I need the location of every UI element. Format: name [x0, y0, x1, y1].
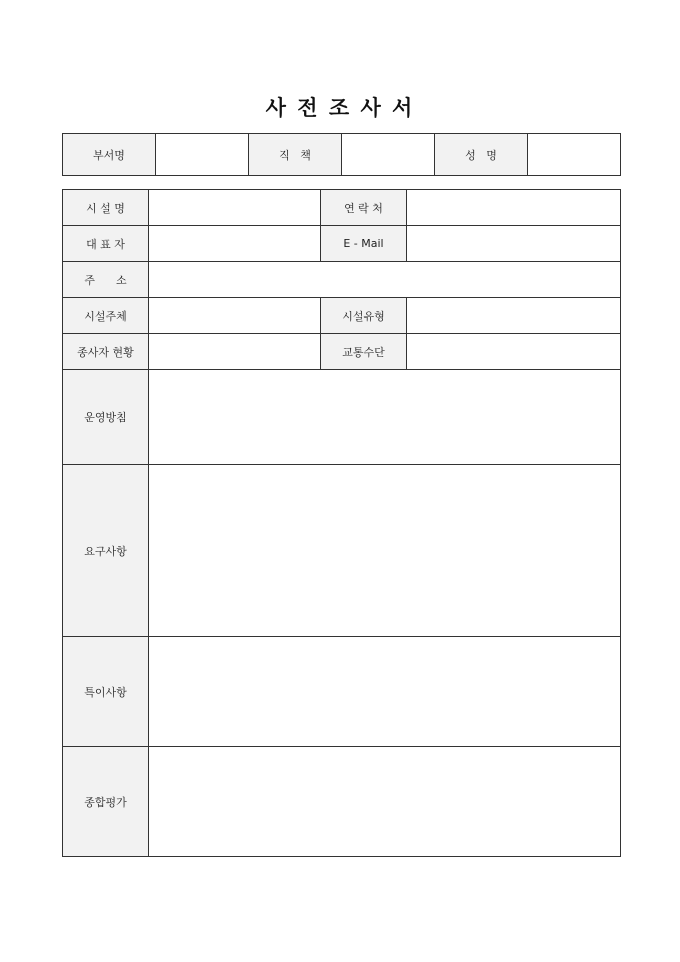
name-label: 성 명: [435, 134, 528, 176]
requirements-field[interactable]: [149, 465, 621, 637]
requirements-label: 요구사항: [63, 465, 149, 637]
department-field[interactable]: [156, 134, 249, 176]
facility-survey-table: [62, 189, 621, 857]
special-notes-field[interactable]: [149, 637, 621, 747]
requester-info-table: [62, 133, 621, 176]
email-field[interactable]: [407, 226, 621, 262]
representative-label: 대 표 자: [63, 226, 149, 262]
address-label: 주 소: [63, 262, 149, 298]
position-field[interactable]: [342, 134, 435, 176]
facility-type-field[interactable]: [407, 298, 621, 334]
operator-field[interactable]: [149, 298, 321, 334]
address-field[interactable]: [149, 262, 621, 298]
name-field[interactable]: [528, 134, 621, 176]
transport-label: 교통수단: [321, 334, 407, 370]
policy-field[interactable]: [149, 370, 621, 465]
contact-label: 연 락 처: [321, 190, 407, 226]
position-label: 직 책: [249, 134, 342, 176]
department-label: 부서명: [63, 134, 156, 176]
contact-field[interactable]: [407, 190, 621, 226]
email-label: E - Mail: [321, 226, 407, 262]
document-title: 사 전 조 사 서: [265, 96, 415, 120]
facility-name-field[interactable]: [149, 190, 321, 226]
facility-name-label: 시 설 명: [63, 190, 149, 226]
facility-type-label: 시설유형: [321, 298, 407, 334]
representative-field[interactable]: [149, 226, 321, 262]
evaluation-field[interactable]: [149, 747, 621, 857]
evaluation-label: 종합평가: [63, 747, 149, 857]
policy-label: 운영방침: [63, 370, 149, 465]
special-notes-label: 특이사항: [63, 637, 149, 747]
staff-label: 종사자 현황: [63, 334, 149, 370]
operator-label: 시설주체: [63, 298, 149, 334]
staff-field[interactable]: [149, 334, 321, 370]
transport-field[interactable]: [407, 334, 621, 370]
